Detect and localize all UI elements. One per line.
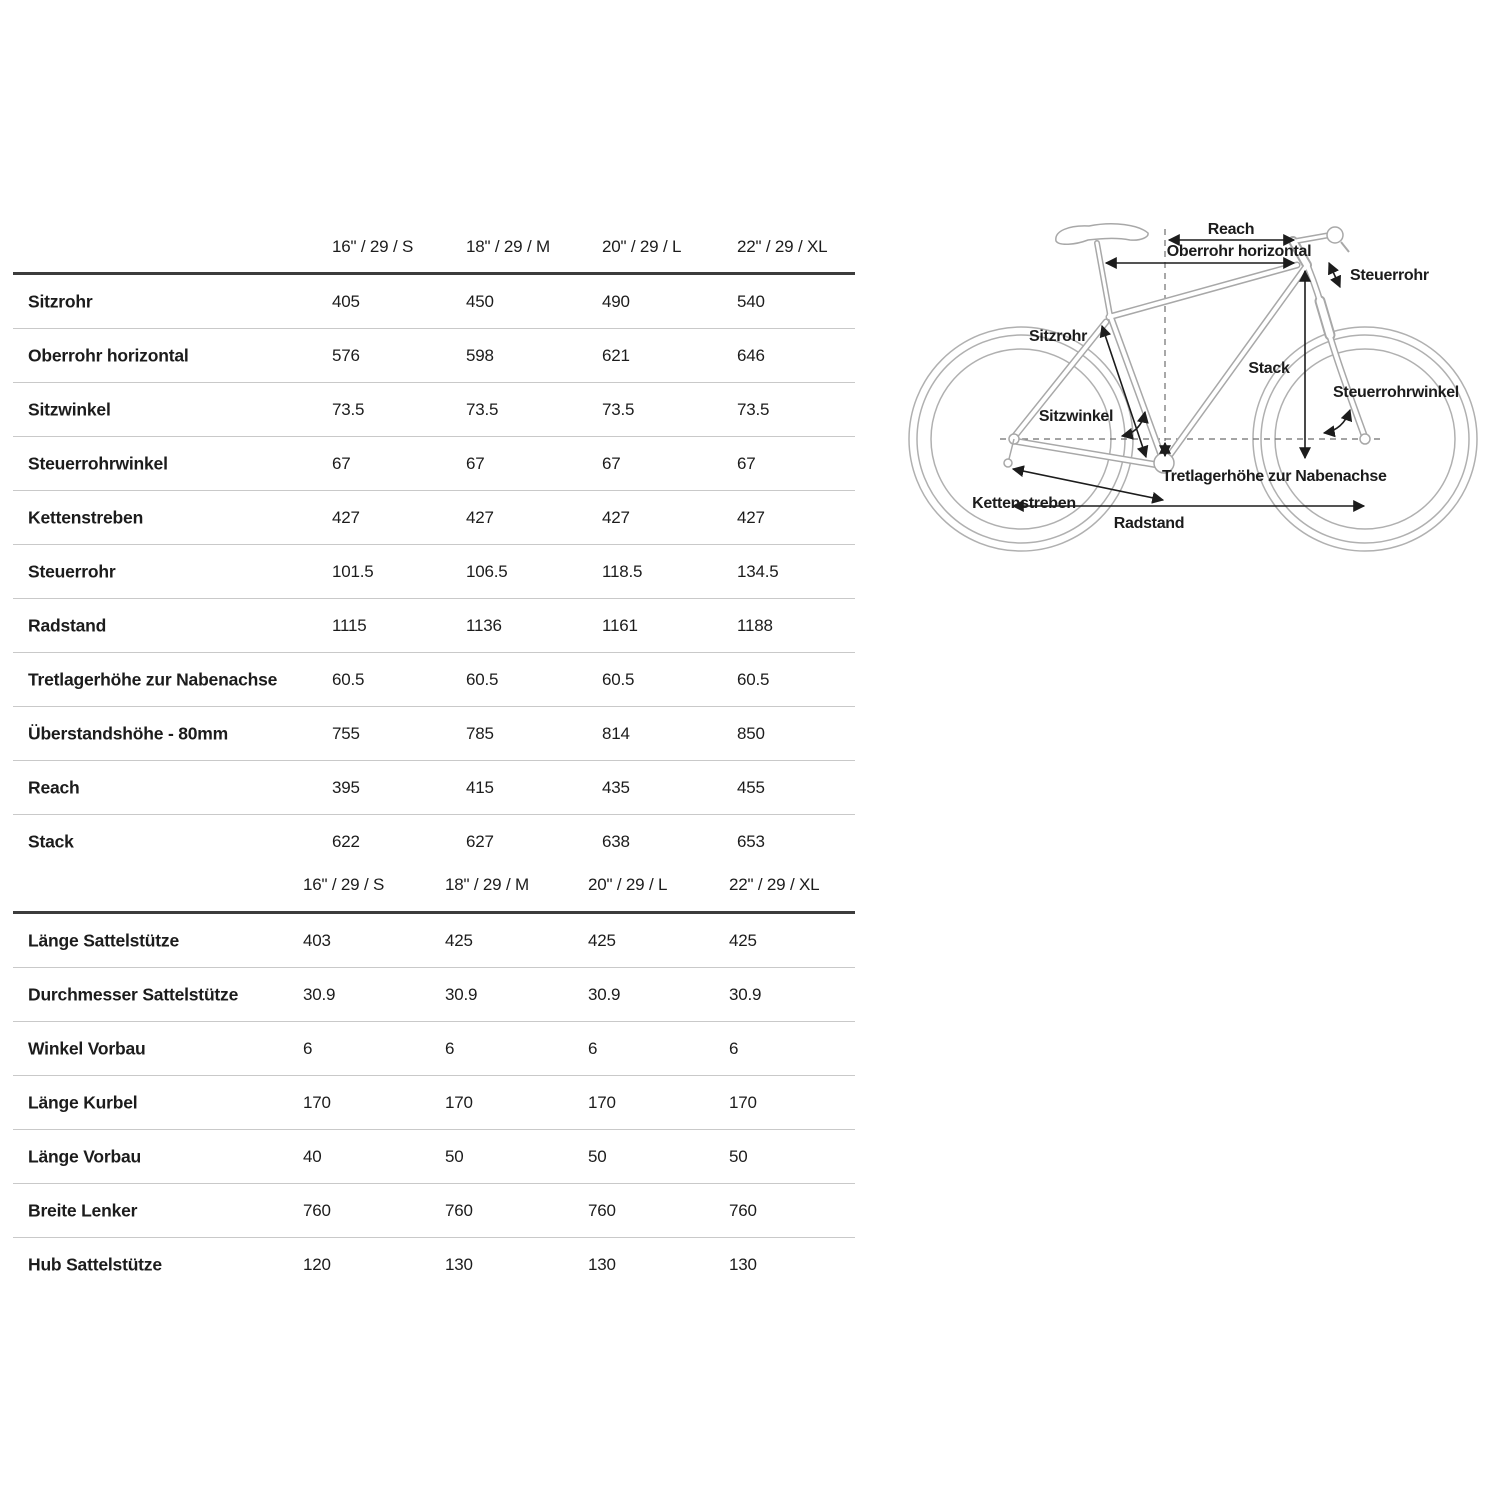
cell-value: 646: [737, 345, 765, 365]
row-label: Sitzrohr: [28, 291, 93, 311]
cell-value: 435: [602, 777, 630, 797]
cell-value: 405: [332, 291, 360, 311]
cell-value: 455: [737, 777, 765, 797]
table-row: [13, 1129, 855, 1183]
cell-value: 427: [466, 507, 494, 527]
row-label: Oberrohr horizontal: [28, 345, 189, 365]
cell-value: 130: [729, 1254, 757, 1274]
table-row: [13, 1075, 855, 1129]
diagram-label-tretlagerhoehe: Tretlagerhöhe zur Nabenachse: [1162, 468, 1387, 485]
cell-value: 60.5: [737, 669, 770, 689]
table-header-row: [13, 858, 855, 914]
rear-derailleur-icon: [1004, 439, 1014, 467]
handlebar-icon: [1327, 227, 1349, 252]
cell-value: 67: [466, 453, 485, 473]
cell-value: 73.5: [737, 399, 770, 419]
cell-value: 50: [729, 1146, 748, 1166]
column-header: 22" / 29 / XL: [729, 874, 820, 894]
cell-value: 60.5: [332, 669, 365, 689]
cell-value: 540: [737, 291, 765, 311]
cell-value: 653: [737, 831, 765, 851]
cell-value: 395: [332, 777, 360, 797]
cell-value: 415: [466, 777, 494, 797]
table-row: [13, 382, 855, 436]
row-label: Länge Kurbel: [28, 1092, 138, 1112]
row-label: Durchmesser Sattelstütze: [28, 984, 239, 1004]
cell-value: 6: [588, 1038, 598, 1058]
cell-value: 598: [466, 345, 494, 365]
cell-value: 120: [303, 1254, 331, 1274]
cell-value: 638: [602, 831, 630, 851]
column-header: 18" / 29 / M: [466, 237, 550, 256]
cell-value: 170: [303, 1092, 331, 1112]
column-header: 20" / 29 / L: [602, 237, 682, 256]
cell-value: 450: [466, 291, 494, 311]
cell-value: 427: [737, 507, 765, 527]
row-label: Radstand: [28, 615, 107, 635]
column-header: 16" / 29 / S: [332, 237, 414, 256]
cell-value: 101.5: [332, 561, 374, 581]
steuerrohr-arrow: [1329, 263, 1340, 287]
column-header: 18" / 29 / M: [445, 874, 529, 894]
row-label: Tretlagerhöhe zur Nabenachse: [28, 669, 278, 689]
table-row: [13, 275, 855, 328]
cell-value: 1115: [332, 615, 367, 635]
diagram-label-reach: Reach: [1207, 221, 1255, 238]
cell-value: 73.5: [332, 399, 365, 419]
cell-value: 755: [332, 723, 360, 743]
cell-value: 40: [303, 1146, 322, 1166]
diagram-label-sitzrohr: Sitzrohr: [1028, 328, 1088, 345]
row-label: Steuerrohrwinkel: [28, 453, 168, 473]
cell-value: 170: [445, 1092, 473, 1112]
geometry-table-components: [13, 858, 855, 1291]
diagram-label-oberrohr: Oberrohr horizontal: [1166, 243, 1312, 260]
cell-value: 30.9: [303, 984, 336, 1004]
cell-value: 60.5: [466, 669, 499, 689]
table-row: [13, 652, 855, 706]
cell-value: 170: [588, 1092, 616, 1112]
cell-value: 760: [729, 1200, 757, 1220]
cell-value: 1161: [602, 615, 638, 635]
cell-value: 576: [332, 345, 360, 365]
cell-value: 6: [729, 1038, 739, 1058]
row-label: Hub Sattelstütze: [28, 1254, 162, 1274]
cell-value: 621: [602, 345, 630, 365]
diagram-label-sitzwinkel: Sitzwinkel: [1038, 408, 1114, 425]
row-label: Länge Vorbau: [28, 1146, 141, 1166]
cell-value: 73.5: [466, 399, 499, 419]
diagram-label-steuerrohrwinkel: Steuerrohrwinkel: [1333, 384, 1459, 401]
cell-value: 170: [729, 1092, 757, 1112]
cell-value: 425: [588, 930, 616, 950]
cell-value: 1188: [737, 615, 773, 635]
row-label: Reach: [28, 777, 80, 797]
geometry-table-frame: [13, 222, 855, 868]
cell-value: 30.9: [588, 984, 621, 1004]
row-label: Überstandshöhe - 80mm: [28, 723, 229, 743]
cell-value: 67: [737, 453, 756, 473]
row-label: Länge Sattelstütze: [28, 930, 180, 950]
cell-value: 785: [466, 723, 494, 743]
diagram-label-stack: Stack: [1248, 360, 1290, 377]
row-label: Winkel Vorbau: [28, 1038, 146, 1058]
cell-value: 30.9: [445, 984, 478, 1004]
saddle-icon: [1056, 224, 1148, 244]
cell-value: 760: [303, 1200, 331, 1220]
cell-value: 622: [332, 831, 360, 851]
table-row: [13, 1183, 855, 1237]
cell-value: 760: [588, 1200, 616, 1220]
row-label: Steuerrohr: [28, 561, 116, 581]
row-label: Sitzwinkel: [28, 399, 111, 419]
table-row: [13, 914, 855, 967]
table-row: [13, 967, 855, 1021]
cell-value: 814: [602, 723, 630, 743]
cell-value: 30.9: [729, 984, 762, 1004]
cell-value: 1136: [466, 615, 502, 635]
table-row: [13, 598, 855, 652]
table-header-row: [13, 222, 855, 275]
cell-value: 850: [737, 723, 765, 743]
column-header: 16" / 29 / S: [303, 874, 385, 894]
cell-value: 627: [466, 831, 494, 851]
cell-value: 130: [445, 1254, 473, 1274]
cell-value: 60.5: [602, 669, 635, 689]
table-row: [13, 1021, 855, 1075]
table-row: [13, 1237, 855, 1291]
diagram-label-kettenstreben: Kettenstreben: [972, 495, 1076, 512]
cell-value: 67: [602, 453, 621, 473]
table-row: [13, 760, 855, 814]
cell-value: 427: [602, 507, 630, 527]
column-header: 22" / 29 / XL: [737, 237, 828, 256]
steuerrohrwinkel-arc: [1324, 410, 1350, 433]
bike-geometry-diagram: [888, 185, 1500, 585]
row-label: Stack: [28, 831, 74, 851]
cell-value: 106.5: [466, 561, 508, 581]
column-header: 20" / 29 / L: [588, 874, 668, 894]
cell-value: 6: [445, 1038, 455, 1058]
cell-value: 490: [602, 291, 630, 311]
cell-value: 425: [445, 930, 473, 950]
cell-value: 50: [588, 1146, 607, 1166]
cell-value: 50: [445, 1146, 464, 1166]
cell-value: 425: [729, 930, 757, 950]
table-row: [13, 436, 855, 490]
cell-value: 760: [445, 1200, 473, 1220]
diagram-label-steuerrohr: Steuerrohr: [1350, 267, 1429, 284]
front-axle-icon: [1360, 434, 1370, 444]
cell-value: 403: [303, 930, 331, 950]
row-label: Kettenstreben: [28, 507, 144, 527]
table-row: [13, 328, 855, 382]
cell-value: 427: [332, 507, 360, 527]
cell-value: 130: [588, 1254, 616, 1274]
cell-value: 6: [303, 1038, 313, 1058]
table-row: [13, 544, 855, 598]
diagram-label-radstand: Radstand: [1113, 515, 1185, 532]
row-label: Breite Lenker: [28, 1200, 138, 1220]
table-row: [13, 706, 855, 760]
cell-value: 67: [332, 453, 351, 473]
cell-value: 134.5: [737, 561, 779, 581]
cell-value: 118.5: [602, 561, 643, 581]
cell-value: 73.5: [602, 399, 635, 419]
table-row: [13, 490, 855, 544]
